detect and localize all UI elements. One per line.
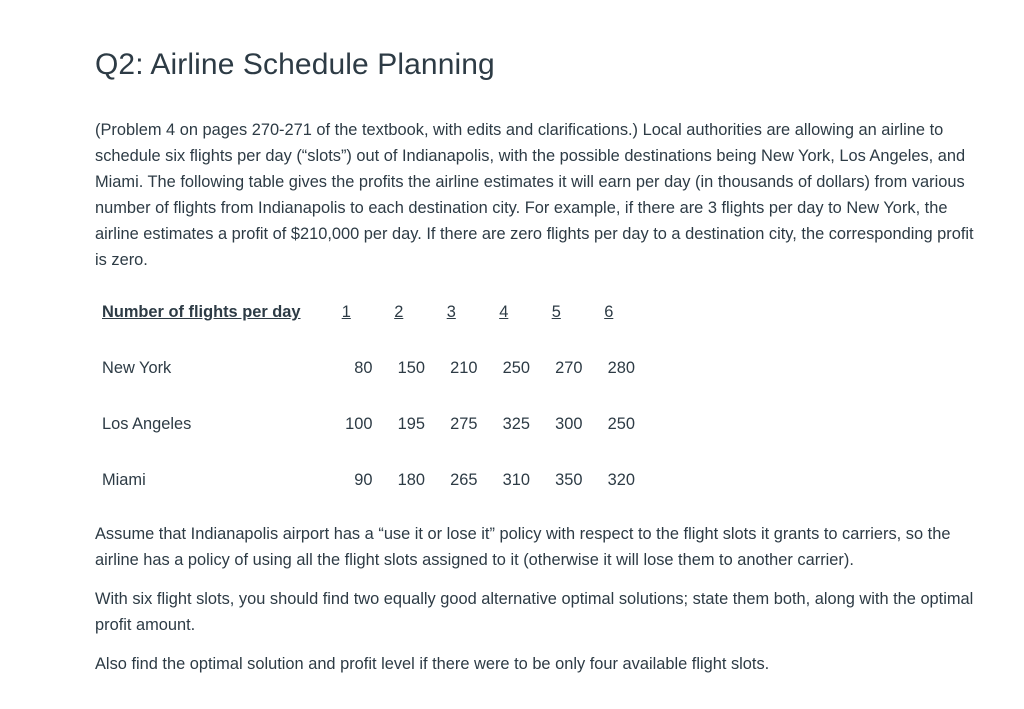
table-header-cell: 6 — [604, 303, 614, 321]
table-cell: 80 — [354, 359, 373, 377]
table-header-cell: 1 — [341, 303, 351, 321]
table-cell: 320 — [607, 471, 635, 489]
table-header-cell: 5 — [551, 303, 561, 321]
table-cell: 100 — [345, 415, 373, 433]
city-label: Miami — [102, 471, 146, 489]
table-cell: 250 — [607, 415, 635, 433]
table-cell: 195 — [397, 415, 425, 433]
table-header-cell: 3 — [446, 303, 456, 321]
table-cell: 150 — [397, 359, 425, 377]
table-header-row — [102, 303, 635, 359]
table-row — [102, 359, 635, 415]
table-cell: 180 — [397, 471, 425, 489]
table-cell: 350 — [555, 471, 583, 489]
city-label: New York — [102, 359, 172, 377]
profit-table — [102, 303, 635, 521]
table-row — [102, 471, 635, 521]
table-cell: 210 — [450, 359, 478, 377]
page-title: Q2: Airline Schedule Planning — [95, 48, 495, 81]
table-row — [102, 415, 635, 471]
policy-paragraph: Assume that Indianapolis airport has a “use it or lose it” policy with respect to the flight slots it grants to carriers, so the airline has a policy of using all the flight slots assigned to it (otherwise it will lose them to another carrier). — [95, 525, 951, 569]
six-slots-question: With six flight slots, you should find two equally good alternative optimal solutions; state them both, along with the optimal profit amount. — [95, 590, 974, 634]
table-header-label: Number of flights per day — [102, 303, 301, 321]
table-cell: 270 — [555, 359, 583, 377]
table-cell: 310 — [502, 471, 530, 489]
table-cell: 280 — [607, 359, 635, 377]
table-cell: 275 — [450, 415, 478, 433]
intro-paragraph: (Problem 4 on pages 270-271 of the textbook, with edits and clarifications.) Local authorities are allowing an airline to schedule six flights per day (“slots”) out of Indianapolis, with the possible destinations being New York, Los Angeles, and Miami. The following table gives the profits the airline estimates it will earn per day (in thousands of dollars) from various number of flights from Indianapolis to each destination city. For example, if there are 3 flights per day to New York, the airline estimates a profit of $210,000 per day. If there are zero flights per day to a destination city, the corresponding profit is zero. — [95, 121, 974, 269]
city-label: Los Angeles — [102, 415, 192, 433]
table-header-cell: 2 — [394, 303, 404, 321]
table-cell: 250 — [502, 359, 530, 377]
table-cell: 90 — [354, 471, 373, 489]
four-slots-question: Also find the optimal solution and profit level if there were to be only four available flight slots. — [95, 655, 770, 673]
table-cell: 265 — [450, 471, 478, 489]
table-cell: 325 — [502, 415, 530, 433]
table-cell: 300 — [555, 415, 583, 433]
table-header-cell: 4 — [499, 303, 509, 321]
